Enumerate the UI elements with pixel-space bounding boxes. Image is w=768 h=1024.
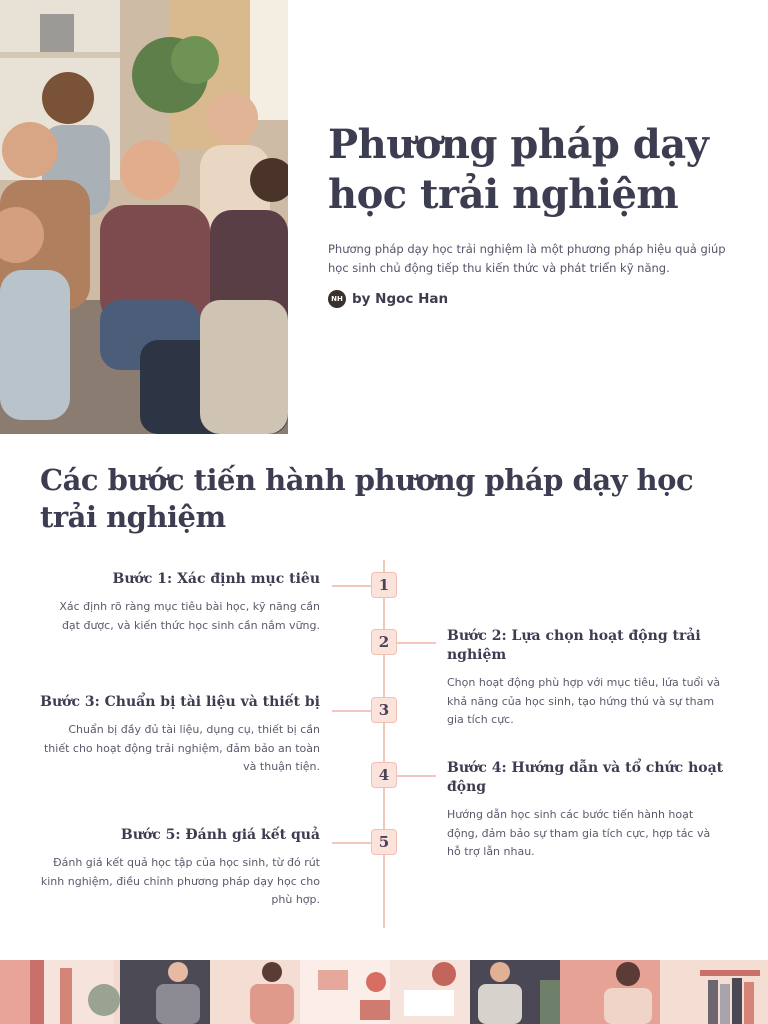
step-1-title: Bước 1: Xác định mục tiêu xyxy=(112,571,320,587)
step-3 xyxy=(40,693,320,777)
step-5-badge: 5 xyxy=(371,829,397,855)
hero-photo-students xyxy=(0,0,288,434)
step-1 xyxy=(40,570,320,635)
step-3-description: Chuẩn bị đầy đủ tài liệu, dụng cụ, thiết bị cần thiết cho hoạt động trải nghiệm, đảm bảo an toàn và thuận tiện. xyxy=(43,723,320,773)
author-byline xyxy=(328,290,728,308)
step-2-badge: 2 xyxy=(371,629,397,655)
step-2 xyxy=(447,627,727,730)
step-1-description: Xác định rõ ràng mục tiêu bài học, kỹ năng cần đạt được, và kiến thức học sinh cần nắm vững. xyxy=(59,600,320,632)
author-avatar: NH xyxy=(328,290,346,308)
step-5-connector xyxy=(332,842,372,844)
step-2-connector xyxy=(396,642,436,644)
page-title: Phương pháp dạy học trải nghiệm xyxy=(328,121,709,218)
timeline-line xyxy=(383,560,385,928)
step-3-connector xyxy=(332,710,372,712)
step-4-badge: 4 xyxy=(371,762,397,788)
step-4-description: Hướng dẫn học sinh các bước tiến hành hoạt động, đảm bảo sự tham gia tích cực, hợp tác và hỗ trợ lẫn nhau. xyxy=(447,808,711,858)
hero-description: Phương pháp dạy học trải nghiệm là một phương pháp hiệu quả giúp học sinh chủ động tiếp thu kiến thức và phát triển kỹ năng. xyxy=(328,242,726,275)
step-3-title: Bước 3: Chuẩn bị tài liệu và thiết bị xyxy=(40,694,320,710)
step-2-title: Bước 2: Lựa chọn hoạt động trải nghiệm xyxy=(447,628,701,663)
step-4-title: Bước 4: Hướng dẫn và tổ chức hoạt động xyxy=(447,760,724,795)
step-4 xyxy=(447,759,727,862)
step-1-connector xyxy=(332,585,372,587)
author-name: by Ngoc Han xyxy=(352,291,449,307)
step-5 xyxy=(40,826,320,910)
bottom-illustration xyxy=(0,960,768,1024)
step-3-badge: 3 xyxy=(371,697,397,723)
hero-section xyxy=(0,0,768,434)
step-4-connector xyxy=(396,775,436,777)
step-2-description: Chọn hoạt động phù hợp với mục tiêu, lứa tuổi và khả năng của học sinh, tạo hứng thú và sự tham gia tích cực. xyxy=(447,676,721,726)
step-5-description: Đánh giá kết quả học tập của học sinh, từ đó rút kinh nghiệm, điều chỉnh phương pháp dạy học cho phù hợp. xyxy=(40,856,320,906)
step-1-badge: 1 xyxy=(371,572,397,598)
hero-text xyxy=(328,120,728,308)
step-5-title: Bước 5: Đánh giá kết quả xyxy=(120,827,320,843)
section-title: Các bước tiến hành phương pháp dạy học trải nghiệm xyxy=(40,463,694,534)
